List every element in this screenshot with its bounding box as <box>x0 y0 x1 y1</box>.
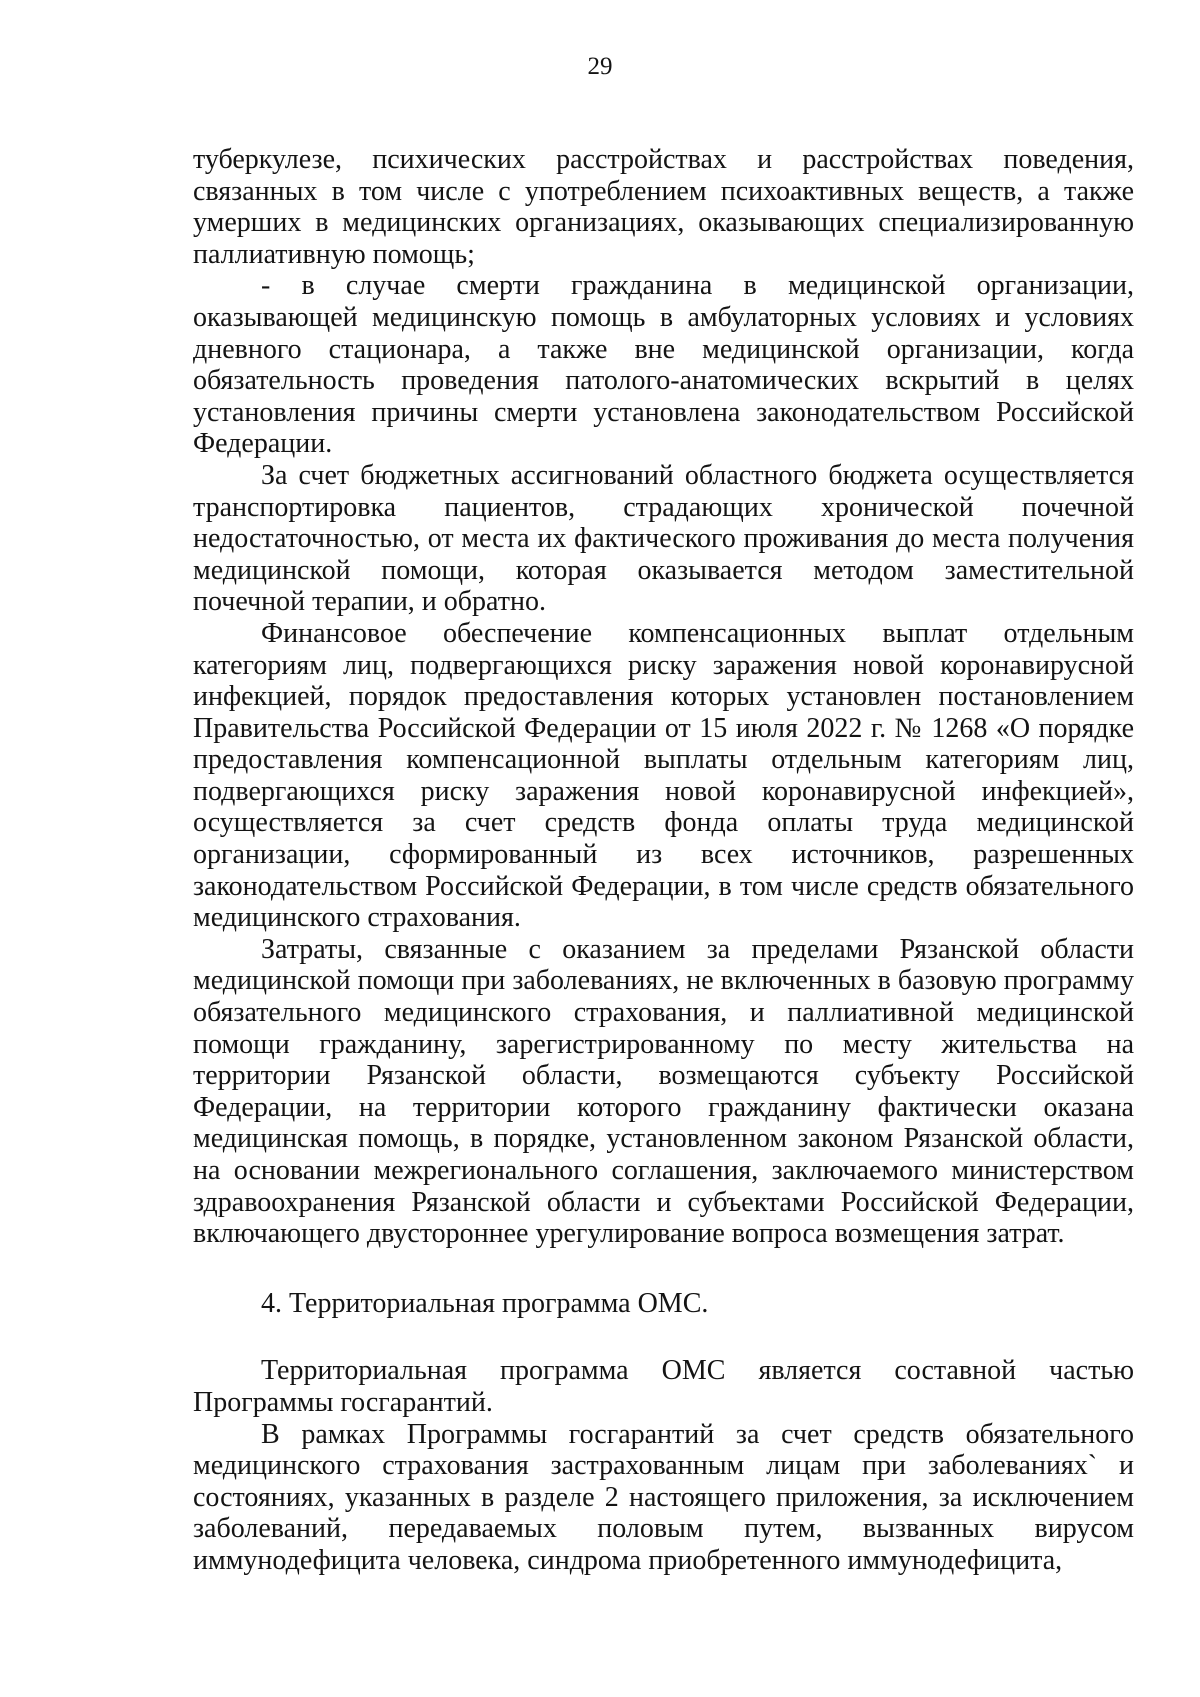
page-number: 29 <box>587 53 613 80</box>
section-paragraph: В рамках Программы госгарантий за счет средств обязательного медицинского страхования застрахованным лицам при заболеваниях` и состояниях, указанных в разделе 2 настоящего приложения, за исключением заболеваний, передаваемых половым путем, вызванных вирусом иммунодефицита человека, синдрома приобретенного иммунодефицита, <box>193 1418 1134 1576</box>
section-paragraph: Территориальная программа ОМС является составной частью Программы госгарантий. <box>193 1355 1134 1418</box>
document-body <box>193 144 1134 1577</box>
paragraph-continuation: туберкулезе, психических расстройствах и расстройствах поведения, связанных в том числе с употреблением психоактивных веществ, а также умерших в медицинских организациях, оказывающих специализированную паллиативную помощь; <box>193 144 1134 270</box>
section-heading: 4. Территориальная программа ОМС. <box>261 1287 709 1319</box>
paragraph-list-item: - в случае смерти гражданина в медицинской организации, оказывающей медицинскую помощь в амбулаторных условиях и условиях дневного стационара, а также вне медицинской организации, когда обязательность проведения патолого-анатомических вскрытий в целях установления причины смерти установлена законодательством Российской Федерации. <box>193 270 1134 460</box>
paragraph-costs: Затраты, связанные с оказанием за пределами Рязанской области медицинской помощи при заболеваниях, не включенных в базовую программу обязательного медицинского страхования, и паллиативной медицинской помощи гражданину, зарегистрированному по месту жительства на территории Рязанской области, возмещаются субъекту Российской Федерации, на территории которого гражданину фактически оказана медицинская помощь, в порядке, установленном законом Рязанской области, на основании межрегионального соглашения, заключаемого министерством здравоохранения Рязанской области и субъектами Российской Федерации, включающего двустороннее урегулирование вопроса возмещения затрат. <box>193 933 1134 1250</box>
paragraph-compensation: Финансовое обеспечение компенсационных выплат отдельным категориям лиц, подвергающихся риску заражения новой коронавирусной инфекцией, порядок предоставления которых установлен постановлением Правительства Российской Федерации от 15 июля 2022 г. № 1268 «О порядке предоставления компенсационной выплаты отдельным категориям лиц, подвергающихся риску заражения новой коронавирусной инфекцией», осуществляется за счет средств фонда оплаты труда медицинской организации, сформированный из всех источников, разрешенных законодательством Российской Федерации, в том числе средств обязательного медицинского страхования. <box>193 617 1134 934</box>
paragraph-transport: За счет бюджетных ассигнований областного бюджета осуществляется транспортировка пациентов, страдающих хронической почечной недостаточностью, от места их фактического проживания до места получения медицинской помощи, которая оказывается методом заместительной почечной терапии, и обратно. <box>193 459 1134 618</box>
